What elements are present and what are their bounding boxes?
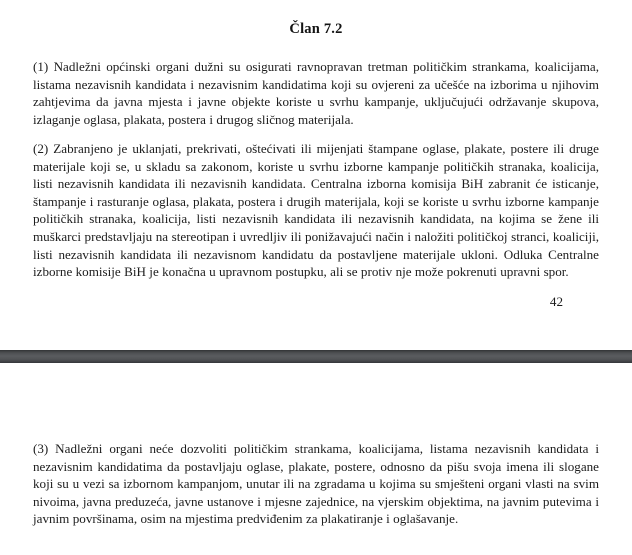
paragraph-2: (2) Zabranjeno je uklanjati, prekrivati, oštećivati ili mijenjati štampane oglase, plakate, postere ili druge materijale koji se, u skladu sa zakonom, koriste u svrhu izborne kampanje političkih stranaka, koalicija, listi nezavisnih kandidata ili nezavisnih kandidata. Centralna izborna komisija BiH zabranit će isticanje, štampanje i rasturanje oglasa, plakata, postera i drugih materijala, koji se koriste u svrhu izborne kampanje političkih stranaka, koalicija, listi nezavisnih kandidata ili nezavisnih kandidata, na kojima se žene ili muškarci predstavljaju na stereotipan i uvredljiv ili ponižavajući način i naložiti političkoj stranci, koaliciji, listi nezavisnih kandidata ili nezavisnom kandidatu da postavljene materijale ukloni. Odluka Centralne izborne komisije BiH je konačna u upravnom postupku, ali se protiv nje može pokrenuti upravni spor. (33, 141, 599, 280)
page-number: 42 (549, 294, 563, 309)
paragraph-3: (3) Nadležni organi neće dozvoliti političkim strankama, koalicijama, listama nezavisnih kandidata i nezavisnim kandidatima da postavljaju oglase, plakate, postere, odnosno da pišu svoja imena ili slogane koji su u vezi sa izbornom kampanjom, unutar ili na zgradama u kojima su smješteni organi vlasti na svim nivoima, javna preduzeća, javne ustanove i mjesne zajednice, na vjerskim objektima, na javnim putevima i javnim površinama, osim na mjestima predviđenim za plakatiranje i oglašavanje. (33, 441, 599, 527)
paragraph-1: (1) Nadležni općinski organi dužni su osigurati ravnopravan tretman političkim strankama, koalicijama, listama nezavisnih kandidata i nezavisnim kandidatima koji su ovjereni za učešće na izborima u njihovim zahtjevima da javna mjesta i javne objekte koriste u svrhu kampanje, uključujući održavanje skupova, izlaganje oglasa, plakata, postera i drugog sličnog materijala. (33, 59, 599, 127)
page-break-separator (0, 350, 632, 363)
page-title: Član 7.2 (289, 21, 343, 37)
